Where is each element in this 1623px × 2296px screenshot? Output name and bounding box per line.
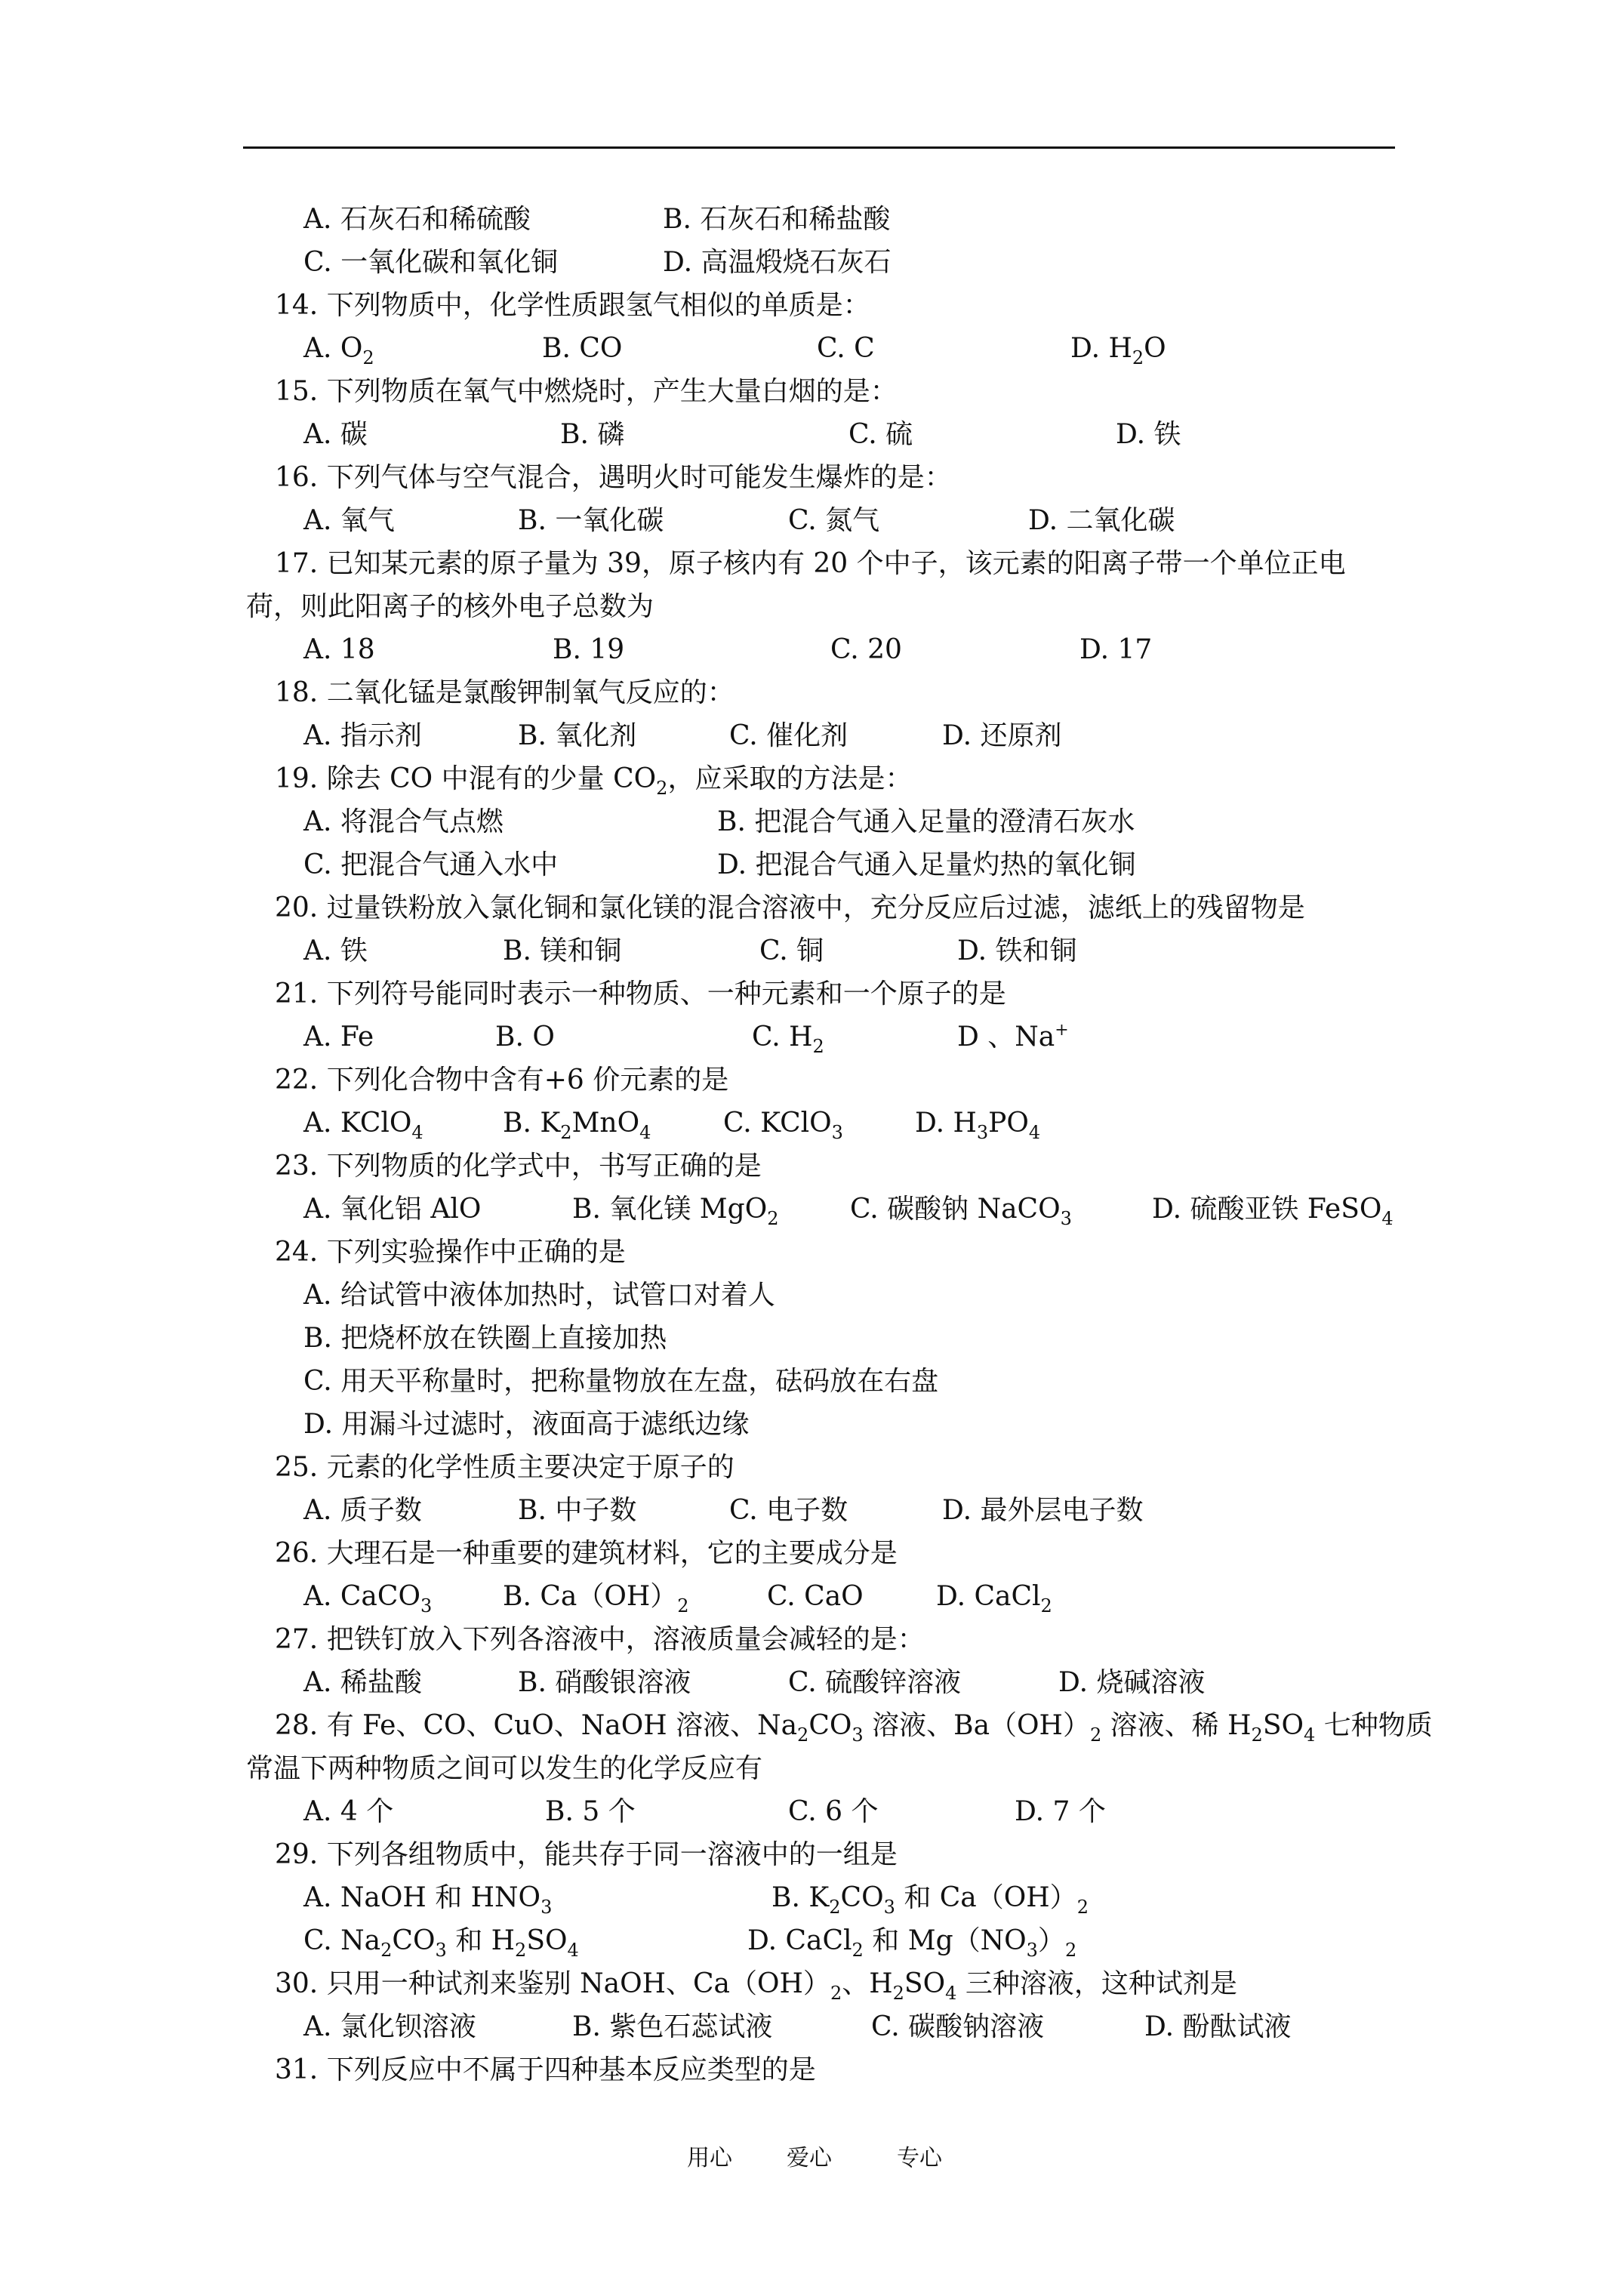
question-text: 26. 大理石是一种重要的建筑材料，它的主要成分是 [275, 1538, 898, 1569]
option-b-text: B. 硝酸银溶液 [518, 1667, 691, 1698]
option-a-text: A. Fe [303, 1022, 374, 1052]
question-text: 28. 有 Fe、CO、CuO、NaOH 溶液、$Na_2CO_3$ 溶液、$Ba(OH)_2$ 溶液、稀 $H_2SO_4$ 七种物质 [275, 1710, 1433, 1746]
question-stem [0, 886, 1623, 929]
option-row [0, 1317, 1623, 1360]
question-stem [0, 1231, 1623, 1274]
question-stem [0, 542, 1623, 585]
option-a-text: A. 4 个 [303, 1796, 394, 1827]
footer-text-3: 专心 [897, 2145, 942, 2171]
question-text: 18. 二氧化锰是氯酸钾制氧气反应的： [275, 677, 735, 708]
question-stem [0, 1618, 1623, 1661]
option-b-text: B. O [495, 1022, 555, 1052]
option-row [0, 1102, 1623, 1145]
footer-text-1: 用心 [687, 2145, 732, 2171]
option-c-text: C. 20 [830, 634, 902, 665]
option-row [0, 413, 1623, 456]
option-d-text: D. 7 个 [1015, 1796, 1106, 1827]
option-a-text: C. 用天平称量时，把称量物放在左盘，砝码放在右盘 [303, 1366, 939, 1397]
question-stem [0, 1704, 1623, 1747]
question-text: 25. 元素的化学性质主要决定于原子的 [275, 1452, 735, 1483]
option-b-text: B. 5 个 [545, 1796, 636, 1827]
option-b-text: B. 氧化镁 MgO$_2$ [572, 1194, 779, 1229]
option-c-text: C. 碳酸钠 NaCO$_3$ [850, 1194, 1072, 1229]
option-row [0, 2005, 1623, 2048]
option-c-text: C. 铜 [759, 935, 824, 966]
question-stem [0, 370, 1623, 413]
option-row [0, 1403, 1623, 1446]
question-stem [0, 2048, 1623, 2091]
option-row [0, 198, 1623, 241]
option-d-text: D. $H_3PO_4$ [915, 1108, 1041, 1143]
option-row [0, 1790, 1623, 1833]
question-continuation-text: 常温下两种物质之间可以发生的化学反应有 [246, 1753, 763, 1784]
option-c-text: C. CaO [767, 1581, 864, 1612]
question-text: 14. 下列物质中，化学性质跟氢气相似的单质是： [275, 290, 870, 321]
option-a-text: A. 碳 [303, 419, 368, 450]
option-row [0, 241, 1623, 284]
option-row [0, 1575, 1623, 1618]
option-a-text: C. 把混合气通入水中 [303, 849, 559, 880]
option-d-text: D. 铁 [1116, 419, 1181, 450]
question-stem [0, 1059, 1623, 1102]
option-d-text: D. $H_2O$ [1070, 333, 1166, 368]
option-b-text: B. 一氧化碳 [518, 505, 664, 536]
option-a-text: A. 质子数 [303, 1495, 422, 1526]
option-c-text: C. 氮气 [788, 505, 880, 536]
option-a-text: B. 把烧杯放在铁圈上直接加热 [303, 1323, 667, 1354]
option-a-text: A. 给试管中液体加热时，试管口对着人 [303, 1280, 775, 1311]
option-c-text: C. 催化剂 [729, 720, 848, 751]
question-text: 19. 除去 CO 中混有的少量 $CO_2$，应采取的方法是： [275, 763, 913, 799]
option-c-text: C. 硫 [848, 419, 913, 450]
option-b-text: B. 磷 [560, 419, 625, 450]
option-d-text: D. 最外层电子数 [942, 1495, 1144, 1526]
option-b-text: B. 石灰石和稀盐酸 [663, 204, 891, 235]
option-a-text: A. CaCO$_3$ [303, 1581, 433, 1616]
question-text: 23. 下列物质的化学式中，书写正确的是 [275, 1151, 762, 1182]
option-c-text: C. 6 个 [788, 1796, 879, 1827]
question-stem [0, 1833, 1623, 1876]
option-c-text: C. C [817, 333, 875, 364]
option-c-text: C. KClO$_3$ [723, 1108, 843, 1143]
option-a-text: A. 氧气 [303, 505, 395, 536]
question-stem [0, 1962, 1623, 2005]
question-text: 29. 下列各组物质中，能共存于同一溶液中的一组是 [275, 1839, 898, 1870]
option-c-text: C. 碳酸钠溶液 [871, 2011, 1045, 2042]
question-stem [0, 757, 1623, 800]
option-row [0, 1188, 1623, 1231]
option-d-text: D. 硫酸亚铁 FeSO$_4$ [1152, 1194, 1394, 1229]
option-b-text: B. 镁和铜 [503, 935, 622, 966]
option-c-text: C. $H_2$ [752, 1022, 824, 1057]
option-a-text: A. 石灰石和稀硫酸 [303, 204, 531, 235]
option-d-text: D. 17 [1079, 634, 1153, 665]
option-c-text: C. 电子数 [729, 1495, 848, 1526]
question-text: 20. 过量铁粉放入氯化铜和氯化镁的混合溶液中，充分反应后过滤，滤纸上的残留物是 [275, 892, 1305, 923]
option-b-text: D. CaCl$_2$ 和 $Mg(NO_3)_2$ [747, 1925, 1077, 1961]
option-row [0, 1015, 1623, 1059]
option-row [0, 1919, 1623, 1962]
footer-text-2: 爱心 [787, 2145, 832, 2171]
option-a-text: A. 指示剂 [303, 720, 422, 751]
option-d-text: D. 酚酞试液 [1144, 2011, 1292, 2042]
header-rule [243, 146, 1395, 149]
option-row [0, 1876, 1623, 1919]
option-b-text: D. 把混合气通入足量灼热的氧化铜 [717, 849, 1136, 880]
question-continuation [0, 585, 1623, 628]
question-text: 24. 下列实验操作中正确的是 [275, 1237, 626, 1268]
question-stem [0, 1446, 1623, 1489]
question-stem [0, 671, 1623, 714]
option-b-text: B. $K_2MnO_4$ [503, 1108, 651, 1143]
question-text: 27. 把铁钉放入下列各溶液中，溶液质量会减轻的是： [275, 1624, 925, 1655]
option-a-text: A. 铁 [303, 935, 368, 966]
option-a-text: C. 一氧化碳和氧化铜 [303, 247, 559, 278]
option-d-text: D. 二氧化碳 [1028, 505, 1175, 536]
option-a-text: A. 稀盐酸 [303, 1667, 422, 1698]
option-a-text: C. $Na_2CO_3$ 和 $H_2SO_4$ [303, 1925, 579, 1961]
option-row [0, 1360, 1623, 1403]
option-d-text: D 、Na+ [957, 1021, 1069, 1052]
option-row [0, 929, 1623, 972]
option-a-text: A. KClO$_4$ [303, 1108, 423, 1143]
option-row [0, 1274, 1623, 1317]
question-text: 22. 下列化合物中含有+6 价元素的是 [275, 1065, 729, 1096]
option-a-text: A. 氧化铝 AlO [303, 1194, 482, 1225]
question-stem [0, 1145, 1623, 1188]
option-a-text: A. 将混合气点燃 [303, 806, 504, 837]
question-stem [0, 1532, 1623, 1575]
question-text: 15. 下列物质在氧气中燃烧时，产生大量白烟的是： [275, 376, 898, 407]
option-row [0, 499, 1623, 542]
question-stem [0, 284, 1623, 327]
option-b-text: B. 把混合气通入足量的澄清石灰水 [717, 806, 1135, 837]
question-stem [0, 456, 1623, 499]
option-b-text: B. $Ca(OH)_2$ [503, 1581, 689, 1616]
option-a-text: D. 用漏斗过滤时，液面高于滤纸边缘 [303, 1409, 750, 1440]
option-d-text: D. 还原剂 [942, 720, 1062, 751]
option-row [0, 800, 1623, 843]
question-continuation [0, 1747, 1623, 1790]
question-text: 16. 下列气体与空气混合，遇明火时可能发生爆炸的是： [275, 462, 952, 493]
option-d-text: D. 铁和铜 [957, 935, 1077, 966]
page-footer [0, 2140, 1623, 2177]
option-b-text: B. 紫色石蕊试液 [572, 2011, 773, 2042]
question-continuation-text: 荷，则此阳离子的核外电子总数为 [246, 591, 654, 622]
question-text: 21. 下列符号能同时表示一种物质、一种元素和一个原子的是 [275, 978, 1006, 1009]
option-b-text: B. 氧化剂 [518, 720, 637, 751]
option-b-text: B. 中子数 [518, 1495, 637, 1526]
question-text: 31. 下列反应中不属于四种基本反应类型的是 [275, 2054, 816, 2085]
option-c-text: C. 硫酸锌溶液 [788, 1667, 962, 1698]
option-row [0, 1661, 1623, 1704]
option-row [0, 1489, 1623, 1532]
option-a-text: A. NaOH 和 $HNO_3$ [303, 1882, 553, 1918]
option-a-text: A. 18 [303, 634, 375, 665]
option-row [0, 628, 1623, 671]
option-b-text: B. 19 [553, 634, 625, 665]
option-b-text: B. $K_2CO_3$ 和 $Ca(OH)_2$ [771, 1882, 1089, 1918]
option-a-text: A. 氯化钡溶液 [303, 2011, 476, 2042]
question-text: 17. 已知某元素的原子量为 39，原子核内有 20 个中子，该元素的阳离子带一个单位正电 [275, 548, 1346, 579]
option-row [0, 843, 1623, 886]
option-row [0, 714, 1623, 757]
question-text: 30. 只用一种试剂来鉴别 NaOH、$Ca(OH)_2$、$H_2SO_4$ 三种溶液，这种试剂是 [275, 1968, 1237, 2004]
question-stem [0, 972, 1623, 1015]
option-d-text: D. CaCl$_2$ [936, 1581, 1052, 1616]
option-b-text: B. CO [542, 333, 623, 364]
option-b-text: D. 高温煅烧石灰石 [663, 247, 892, 278]
option-a-text: A. $O_2$ [303, 333, 374, 368]
option-d-text: D. 烧碱溶液 [1058, 1667, 1206, 1698]
option-row [0, 327, 1623, 370]
